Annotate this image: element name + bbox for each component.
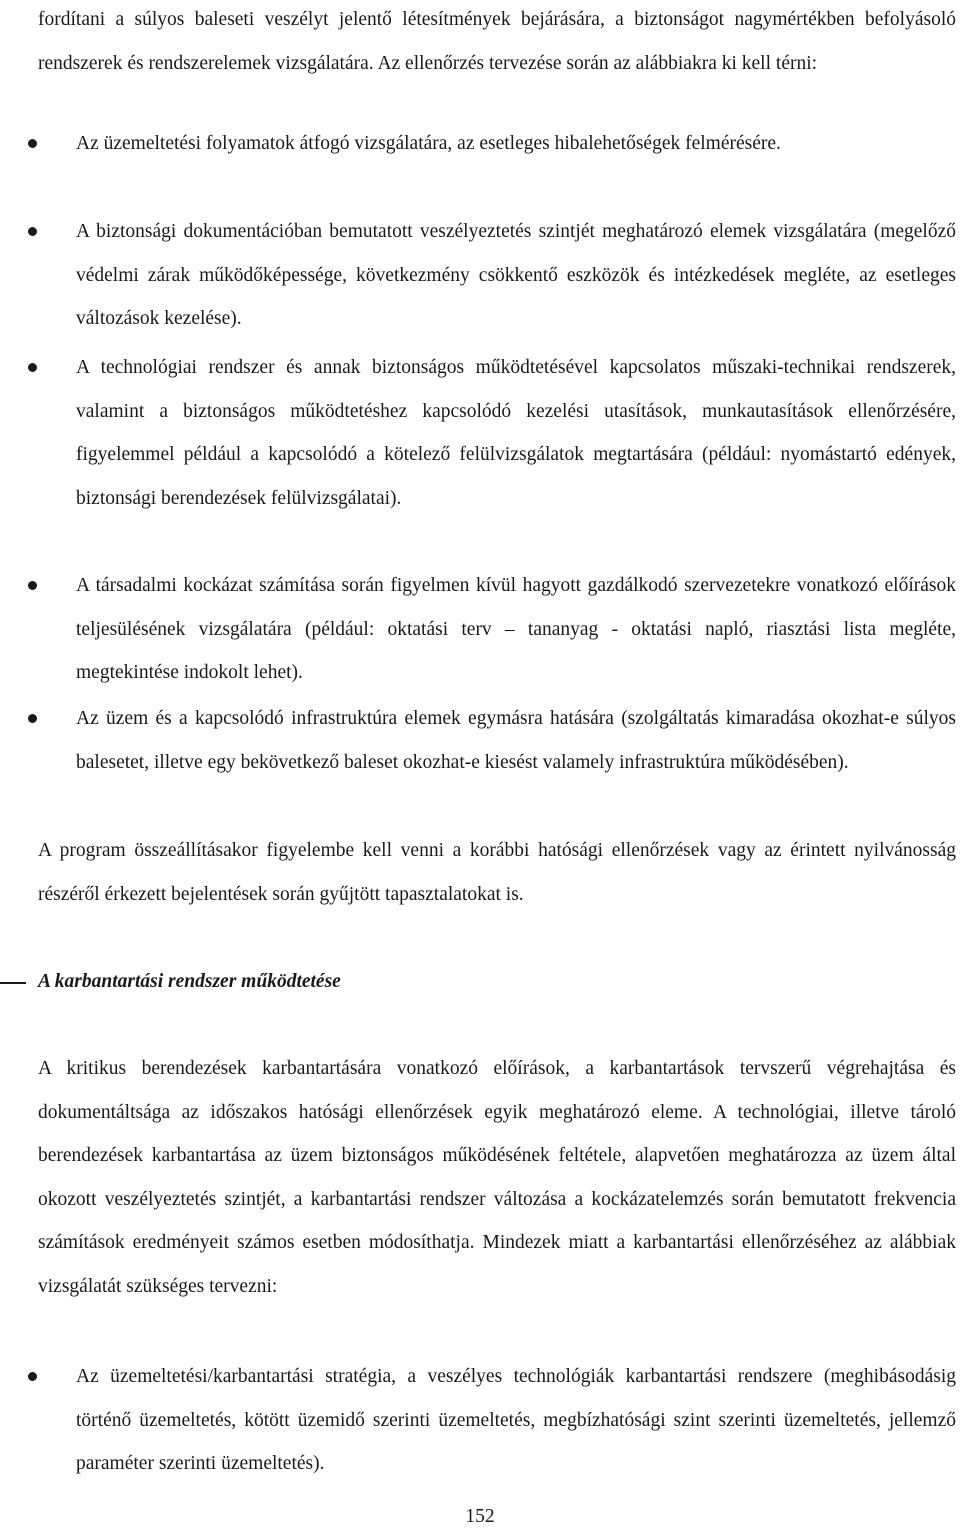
bullet-icon [28, 139, 37, 148]
bullet-icon [28, 227, 37, 236]
maintenance-paragraph: A kritikus berendezések karbantartására vonatkozó előírások, a karbantartások tervszerű végrehajtása és dokumentáltsága az időszakos hatósági ellenőrzések egyik meghatározó eleme. A technológiai, illetve tároló berendezések karbantartása az üzem biztonságos működésének feltétele, alapvetően meghatározza az üzem által okozott veszélyeztetés szintjét, a karbantartási rendszer változása a kockázatelemzés során bemutatott frekvencia számítások eredményeit számos esetben módosíthatja. Mindezek miatt a karbantartási ellenőrzéséhez az alábbiak vizsgálatát szükséges tervezni: [38, 1058, 956, 1297]
list-item-text: A biztonsági dokumentációban bemutatott veszélyeztetés szintjét meghatározó elemek vizsgálatára (megelőző védelmi zárak működőképessége, következmény csökkentő eszközök és intézkedések megléte, az esetleges változások kezelése). [76, 221, 956, 329]
dash-icon [0, 982, 26, 984]
section-heading [0, 962, 960, 1002]
bullet-icon [28, 363, 37, 372]
bullet-icon [28, 714, 37, 723]
list-item [76, 1355, 956, 1486]
bullet-icon [28, 581, 37, 590]
list-item-text: A technológiai rendszer és annak biztonságos működtetésével kapcsolatos műszaki-technikai rendszerek, valamint a biztonságos működtetéshez kapcsolódó kezelési utasítások, munkautasítások ellenőrzésére, figyelemmel például a kapcsolódó a kötelező felülvizsgálatok megtartására (például: nyomástartó edények, biztonsági berendezések felülvizsgálatai). [76, 357, 956, 509]
intro-paragraph: fordítani a súlyos baleseti veszélyt jelentő létesítmények bejárására, a biztonságot nagymértékben befolyásoló rendszerek és rendszerelemek vizsgálatára. Az ellenőrzés tervezése során az alábbiakra ki kell térni: [38, 9, 956, 74]
page-number: 152 [465, 1506, 495, 1527]
list-item [76, 122, 956, 166]
list-item [76, 210, 956, 341]
list-item-text: Az üzemeltetési/karbantartási stratégia, a veszélyes technológiák karbantartási rendszere (meghibásodásig történő üzemeltetés, kötött üzemidő szerinti üzemeltetés, megbízhatósági szint szerinti üzemeltetés, jellemző paraméter szerinti üzemeltetés). [76, 1366, 956, 1474]
list-item-text: Az üzemeltetési folyamatok átfogó vizsgálatára, az esetleges hibalehetőségek felmérésére. [76, 133, 781, 154]
bullet-icon [28, 1372, 37, 1381]
list-item-text: A társadalmi kockázat számítása során figyelmen kívül hagyott gazdálkodó szervezetekre vonatkozó előírások teljesülésének vizsgálatára (például: oktatási terv – tananyag - oktatási napló, riasztási lista megléte, megtekintése indokolt lehet). [76, 575, 956, 683]
list-item [76, 564, 956, 695]
list-item-text: Az üzem és a kapcsolódó infrastruktúra elemek egymásra hatására (szolgáltatás kimaradása okozhat-e súlyos balesetet, illetve egy bekövetkező baleset okozhat-e kiesést valamely infrastruktúra működésében). [76, 708, 956, 773]
list-item [76, 697, 956, 784]
list-item [76, 346, 956, 520]
section-heading-text: A karbantartási rendszer működtetése [38, 971, 341, 992]
program-note-paragraph: A program összeállításakor figyelembe kell venni a korábbi hatósági ellenőrzések vagy az érintett nyilvánosság részéről érkezett bejelentések során gyűjtött tapasztalatokat is. [38, 840, 956, 905]
